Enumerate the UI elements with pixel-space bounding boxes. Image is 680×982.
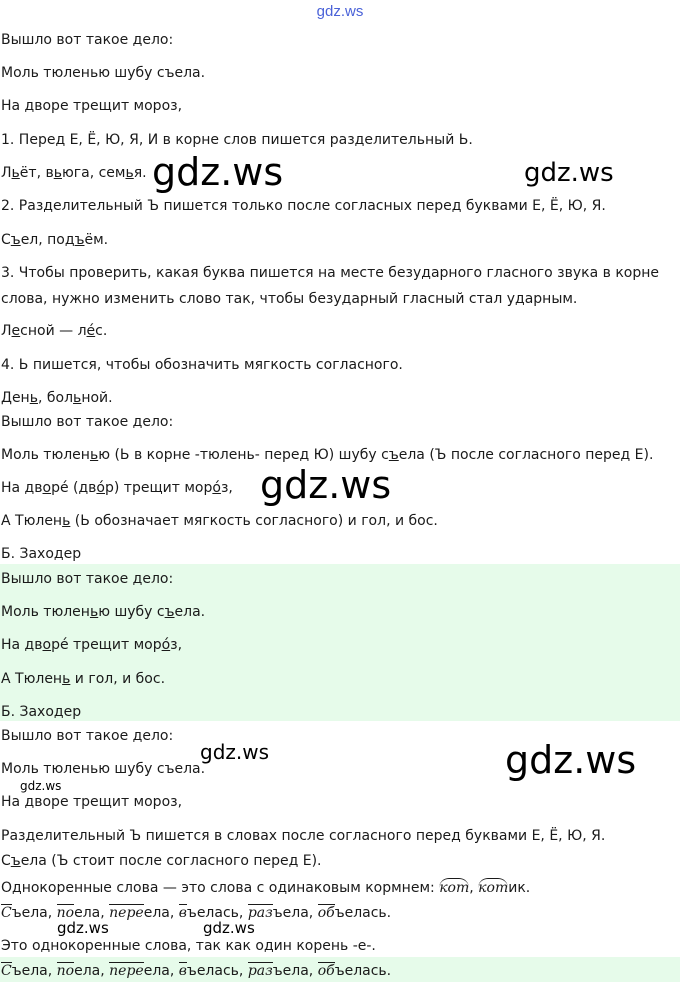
prefix-mark: С <box>1 963 12 979</box>
poem2-author: Б. Заходер <box>1 546 82 562</box>
poem2-line-3 <box>1 479 233 497</box>
highlighted-letter: о <box>42 480 52 496</box>
highlighted-letter: ь <box>89 447 99 463</box>
highlighted-letter: ь <box>62 513 71 529</box>
text: , бол <box>37 390 74 406</box>
prefix-mark: раз <box>247 963 273 979</box>
text: Моль тюлен <box>1 604 90 620</box>
text: ел, под <box>20 232 75 248</box>
highlighted-letter: ь <box>29 390 38 406</box>
text: с. <box>95 323 108 339</box>
text: сно <box>20 323 46 339</box>
site-label[interactable]: gdz.ws <box>316 3 364 20</box>
text: ела, <box>143 905 179 921</box>
text: Л <box>1 165 12 181</box>
poem3-line-3 <box>1 636 182 654</box>
text: ю (Ь в корне -тюлень- перед Ю) шубу с <box>98 447 389 463</box>
poem2-line-2 <box>1 446 653 464</box>
text: С <box>1 232 11 248</box>
poem3-author: Б. Заходер <box>1 704 82 720</box>
rule-separator: Разделительный Ъ пишется в словах после согласного перед буквами Е, Ё, Ю, Я. <box>1 828 606 844</box>
stressed-syllable: ре ́ <box>51 480 69 496</box>
poem-line-1: Вышло вот такое дело: <box>1 32 174 48</box>
stressed-syllable: ре ́ <box>51 637 69 653</box>
text: трещит мор <box>68 637 162 653</box>
text: з, <box>170 637 183 653</box>
text: ела, <box>143 963 179 979</box>
example-3 <box>1 322 107 340</box>
prefix-mark: пере <box>109 905 144 921</box>
highlighted-letter: ъ <box>164 604 175 620</box>
rule-3-part-2: слова, нужно изменить слово так, чтобы безударный гласный стал ударным. <box>1 291 578 307</box>
example-4 <box>1 389 113 407</box>
text: На дв <box>1 637 43 653</box>
text: ъела, <box>272 905 318 921</box>
prefix-words-row-repeat <box>1 962 391 980</box>
highlighted-letter: ъ <box>10 232 21 248</box>
text: ъелась. <box>334 963 392 979</box>
text: ела. <box>174 604 206 620</box>
highlighted-letter: о <box>42 637 52 653</box>
text: ик. <box>508 880 531 896</box>
conclusion: Это однокоренные слова, так как один корень -е-. <box>1 938 376 954</box>
text: ела, <box>74 963 110 979</box>
text: ной. <box>81 390 113 406</box>
text: з, <box>220 480 233 496</box>
text: Ден <box>1 390 30 406</box>
text: я. <box>133 165 147 181</box>
highlighted-letter: ь <box>125 165 134 181</box>
poem4-line-2: Моль тюленью шубу съела. <box>1 761 206 777</box>
highlighted-letter: ь <box>53 165 62 181</box>
highlighted-letter: ь <box>73 390 82 406</box>
text: Однокоренные слова — это слова с одинаковым кормнем: <box>1 880 440 896</box>
watermark: gdz.ws <box>203 919 255 937</box>
prefix-mark: в <box>178 963 187 979</box>
text: С <box>1 853 11 869</box>
prefix-mark: раз <box>247 905 273 921</box>
rule-3-part-1: 3. Чтобы проверить, какая буква пишется на месте безударного гласного звука в корне <box>1 265 660 281</box>
rule-2: 2. Разделительный Ъ пишется только после согласных перед буквами Е, Ё, Ю, Я. <box>1 198 606 214</box>
example-2 <box>1 231 108 249</box>
text: Л <box>1 323 12 339</box>
prefix-mark: по <box>56 963 75 979</box>
text: ела (Ъ после согласного перед Е). <box>398 447 654 463</box>
highlighted-letter: е <box>11 323 21 339</box>
highlighted-letter: ъ <box>74 232 85 248</box>
text: ъела, <box>272 963 318 979</box>
example-1 <box>1 164 147 182</box>
highlighted-letter: ъ <box>10 853 21 869</box>
watermark: gdz.ws <box>524 158 614 188</box>
text: юга, сем <box>61 165 126 181</box>
watermark: gdz.ws <box>200 740 270 764</box>
highlighted-letter: ь <box>62 671 71 687</box>
text: ъелась. <box>334 905 392 921</box>
text: ёт, в <box>19 165 54 181</box>
text: ела, <box>74 905 110 921</box>
highlighted-letter: ь <box>11 165 20 181</box>
text: ъелась, <box>186 905 248 921</box>
stressed-letter: е ́ <box>87 323 96 339</box>
highlighted-letter: ь <box>89 604 99 620</box>
poem4-line-3: На дворе трещит мороз, <box>1 794 183 810</box>
text: ъела, <box>11 963 57 979</box>
poem3-line-4 <box>1 670 165 688</box>
prefix-mark: С <box>1 905 12 921</box>
highlighted-letter: ъ <box>388 447 399 463</box>
example-separator <box>1 852 321 870</box>
text: й — л <box>45 323 87 339</box>
root-mark: кот <box>478 880 509 896</box>
poem2-line-1: Вышло вот такое дело: <box>1 414 174 430</box>
watermark: gdz.ws <box>57 919 109 937</box>
text: А Тюлен <box>1 513 63 529</box>
stressed-letter: о ́ <box>212 480 221 496</box>
text: ъелась, <box>186 963 248 979</box>
text: и гол, и бос. <box>70 671 166 687</box>
root-definition <box>1 878 530 897</box>
rule-4: 4. Ь пишется, чтобы обозначить мягкость согласного. <box>1 357 403 373</box>
text: ъела, <box>11 905 57 921</box>
prefix-mark: в <box>178 905 187 921</box>
poem2-line-4 <box>1 512 438 530</box>
poem3-line-2 <box>1 603 205 621</box>
poem-line-3: На дворе трещит мороз, <box>1 98 183 114</box>
text: р) трещит мор <box>105 480 213 496</box>
prefix-mark: пере <box>109 963 144 979</box>
watermark: gdz.ws <box>152 150 284 194</box>
text: , <box>469 880 479 896</box>
watermark: gdz.ws <box>20 779 62 793</box>
text: А Тюлен <box>1 671 63 687</box>
text: (дв <box>68 480 97 496</box>
prefix-mark: по <box>56 905 75 921</box>
text: ю шубу с <box>98 604 165 620</box>
text: ём. <box>84 232 109 248</box>
poem4-line-1: Вышло вот такое дело: <box>1 728 174 744</box>
text: (Ь обозначает мягкость согласного) и гол, и бос. <box>70 513 438 529</box>
poem3-line-1: Вышло вот такое дело: <box>1 571 174 587</box>
prefix-mark: об <box>317 963 335 979</box>
watermark: gdz.ws <box>260 463 392 507</box>
stressed-letter: о ́ <box>162 637 171 653</box>
poem-line-2: Моль тюленью шубу съела. <box>1 65 206 81</box>
watermark: gdz.ws <box>505 738 637 782</box>
rule-1: 1. Перед Е, Ё, Ю, Я, И в корне слов пишется разделительный Ь. <box>1 132 473 148</box>
text: ела (Ъ стоит после согласного перед Е). <box>20 853 322 869</box>
text: На дв <box>1 480 43 496</box>
prefix-mark: об <box>317 905 335 921</box>
root-mark: кот <box>439 880 470 896</box>
text: Моль тюлен <box>1 447 90 463</box>
stressed-letter: о ́ <box>96 480 105 496</box>
